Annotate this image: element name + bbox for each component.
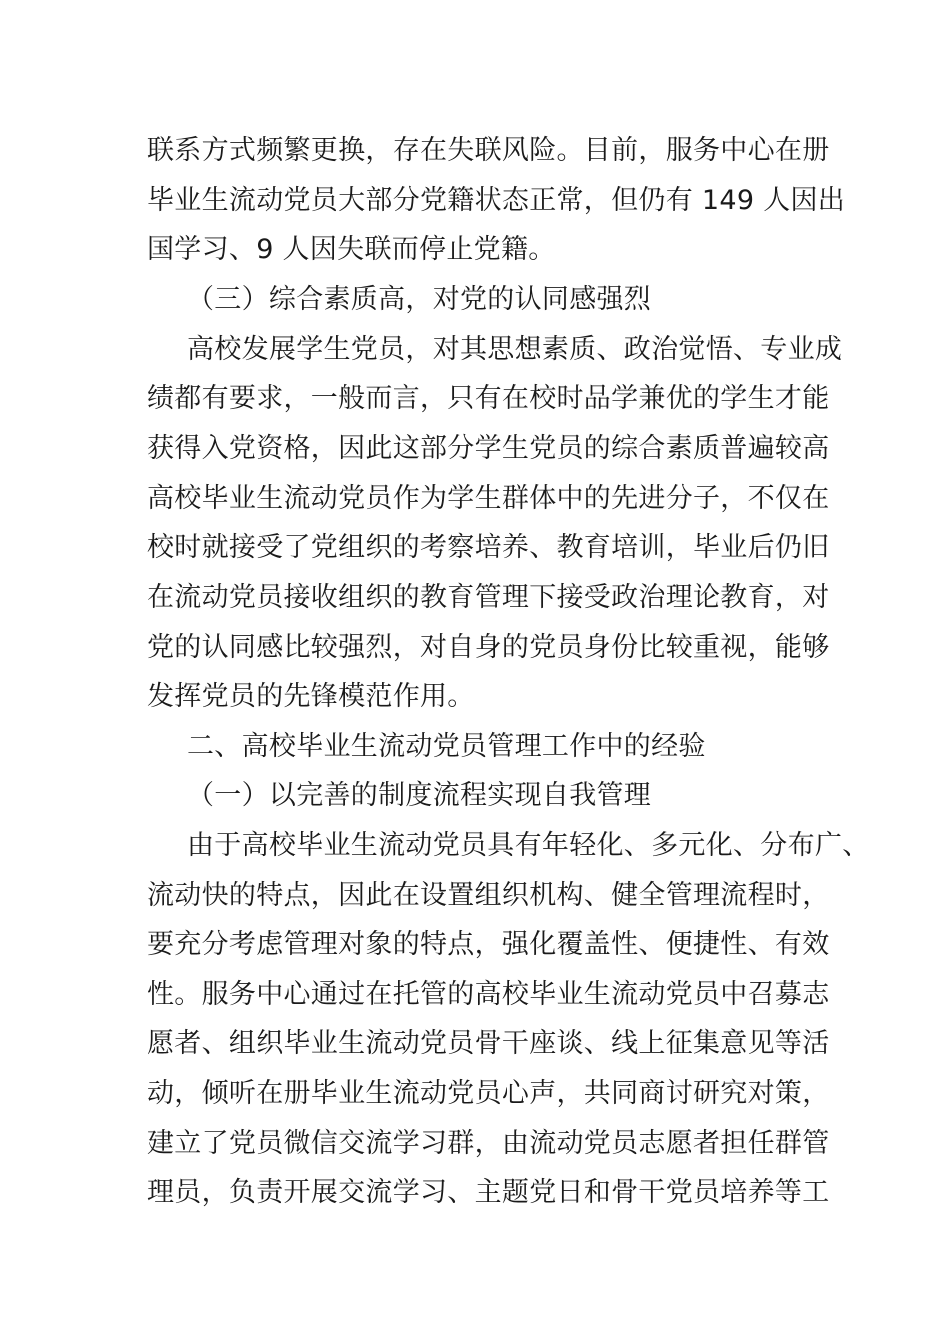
text-line: 由于高校毕业生流动党员具有年轻化、多元化、分布广、 — [187, 830, 870, 861]
section-heading: （一）以完善的制度流程实现自我管理 — [187, 780, 652, 811]
text-line: 理员，负责开展交流学习、主题党日和骨干党员培养等工 — [147, 1177, 830, 1208]
text-line: 校时就接受了党组织的考察培养、教育培训，毕业后仍旧 — [147, 532, 830, 563]
text-line: 毕业生流动党员大部分党籍状态正常，但仍有 149 人因出 — [147, 185, 846, 216]
text-line: 性。服务中心通过在托管的高校毕业生流动党员中召募志 — [147, 979, 830, 1010]
chapter-heading: 二、高校毕业生流动党员管理工作中的经验 — [187, 731, 706, 762]
text-line: 获得入党资格，因此这部分学生党员的综合素质普遍较高 — [147, 433, 830, 464]
section-heading: （三）综合素质高，对党的认同感强烈 — [187, 284, 652, 315]
text-line: 高校发展学生党员，对其思想素质、政治觉悟、专业成 — [187, 334, 843, 365]
text-line: 高校毕业生流动党员作为学生群体中的先进分子，不仅在 — [147, 483, 830, 514]
text-line: 国学习、9 人因失联而停止党籍。 — [147, 234, 556, 265]
text-line: 发挥党员的先锋模范作用。 — [147, 681, 475, 712]
text-line: 愿者、组织毕业生流动党员骨干座谈、线上征集意见等活 — [147, 1028, 830, 1059]
text-line: 建立了党员微信交流学习群，由流动党员志愿者担任群管 — [147, 1128, 830, 1159]
text-line: 要充分考虑管理对象的特点，强化覆盖性、便捷性、有效 — [147, 929, 830, 960]
text-line: 在流动党员接收组织的教育管理下接受政治理论教育，对 — [147, 582, 830, 613]
text-line: 动，倾听在册毕业生流动党员心声，共同商讨研究对策， — [147, 1078, 830, 1109]
text-line: 绩都有要求，一般而言，只有在校时品学兼优的学生才能 — [147, 383, 830, 414]
text-line: 联系方式频繁更换，存在失联风险。目前，服务中心在册 — [147, 135, 830, 166]
text-line: 流动快的特点，因此在设置组织机构、健全管理流程时， — [147, 880, 830, 911]
text-line: 党的认同感比较强烈，对自身的党员身份比较重视，能够 — [147, 632, 830, 663]
